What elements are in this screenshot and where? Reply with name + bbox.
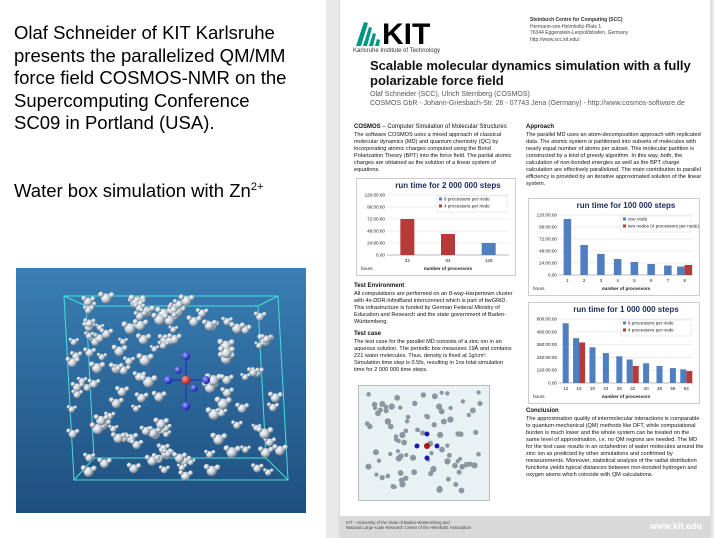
mini-water-atom: [398, 470, 404, 476]
bar: [603, 353, 609, 383]
mini-water-atom: [404, 429, 409, 434]
mini-water-atom: [415, 428, 419, 432]
mini-water-atom: [470, 408, 476, 414]
bar: [589, 347, 595, 383]
chart-title: run time for 100 000 steps: [576, 201, 676, 210]
mini-water-atom: [401, 440, 407, 446]
mini-water-atom: [429, 451, 433, 455]
slide-title-line: Supercomputing Conference: [14, 89, 250, 111]
footer-text: [346, 520, 546, 530]
scc-line: Hermann-von-Helmholtz-Platz 1: [530, 23, 602, 30]
mini-water-atom: [394, 434, 398, 438]
y-tick-label: 0.00: [548, 272, 557, 278]
mini-water-atom: [390, 484, 395, 489]
chart-title: run time for 1 000 000 steps: [573, 305, 679, 314]
bar: [685, 265, 693, 275]
y-axis-label: hours: [533, 286, 545, 291]
x-tick-label: 3: [599, 278, 603, 283]
approach-section: [526, 124, 704, 188]
chart-1000000-steps: [528, 302, 700, 404]
mini-water-atom: [378, 407, 383, 412]
mini-water-atom: [399, 432, 405, 438]
scc-address: [530, 17, 660, 43]
mini-water-atom: [388, 452, 392, 456]
cosmos-heading-name: COSMOS: [354, 124, 381, 130]
y-tick-label: 96:00:00: [367, 204, 385, 210]
slide-title: [14, 22, 314, 135]
legend-swatch: [623, 322, 626, 325]
x-axis-label: number of processors: [601, 394, 651, 399]
bar: [564, 219, 572, 275]
mini-water-atom: [406, 415, 411, 420]
x-tick-label: 1: [566, 278, 569, 283]
x-tick-label: 64: [683, 386, 689, 391]
y-tick-label: 48:00:00: [367, 228, 385, 234]
mini-water-atom: [396, 449, 400, 453]
legend-label: 4 processors per node: [628, 327, 674, 333]
scc-line: Steinbuch Centre for Computing (SCC): [530, 17, 623, 23]
y-tick-label: 600:00:00: [536, 316, 557, 322]
mini-water-atom: [476, 452, 481, 457]
x-tick-label: 20: [589, 386, 596, 391]
testenv-section: [354, 283, 514, 326]
mini-water-atom: [437, 432, 443, 438]
mini-water-atom: [457, 470, 462, 475]
x-tick-label: 8: [683, 278, 686, 283]
mini-water-atom: [394, 395, 400, 401]
cosmos-heading-rest: – Computer Simulation of Molecular Structures: [380, 124, 507, 130]
kit-subtitle: Karlsruhe Institute of Technology: [353, 48, 440, 54]
legend-label: two nodes (4 processors per node): [628, 223, 699, 229]
bar: [441, 234, 455, 255]
mini-water-atom: [471, 462, 477, 468]
mini-water-atom: [452, 463, 458, 469]
chart-svg: [357, 179, 515, 275]
x-tick-label: 6: [649, 278, 653, 283]
mini-water-atom: [380, 475, 385, 480]
legend-label: 8 processors per node: [628, 320, 674, 326]
legend-swatch: [623, 218, 626, 221]
chart-svg: [529, 303, 699, 403]
kit-logo-text: KIT: [382, 18, 431, 48]
mini-water-atom: [388, 424, 394, 430]
footer-line: KIT – University of the State of Baden-Württemberg and: [346, 520, 450, 525]
conclusion-heading: Conclusion: [526, 408, 559, 414]
bar: [633, 366, 639, 383]
y-axis-label: hours: [361, 266, 373, 271]
mini-water-molecules: [365, 390, 483, 493]
slide-title-line: SC09 in Portland (USA).: [14, 112, 215, 133]
mini-water-atom: [365, 464, 371, 470]
y-tick-label: 96:00:00: [539, 224, 557, 230]
testenv-body: All computations are performed on an 8-way-Harpertown cluster with 4x-DDR-InfiniBand interconnect which is part of bwGRiD. This infrastructure is funded by German Federal Ministry of Education and Research and the state government of Baden-Württemberg.: [354, 291, 513, 325]
kit-logo: [354, 18, 454, 48]
simulation-render: [16, 268, 306, 513]
x-axis-label: number of processors: [601, 286, 651, 291]
chart-svg: [529, 199, 699, 295]
mini-water-atom: [386, 474, 391, 479]
legend-swatch: [623, 225, 626, 228]
mini-simulation-render: [359, 386, 489, 500]
x-tick-label: 5: [633, 278, 636, 283]
mini-water-atom: [374, 473, 378, 477]
slide-subtitle: [14, 180, 263, 202]
y-tick-label: 120:00:00: [364, 192, 385, 198]
mini-zinc-cluster: [415, 432, 440, 461]
mini-water-atom: [403, 476, 408, 481]
y-tick-label: 72:00:00: [367, 216, 385, 222]
chart-2000000-steps: [356, 178, 516, 276]
y-tick-label: 0.00: [548, 380, 557, 386]
y-tick-label: 480:00:00: [536, 329, 557, 335]
scc-line: 76344 Eggenstein-Leopoldshafen, Germany: [530, 30, 629, 36]
mini-water-atom: [467, 413, 471, 417]
mini-water-atom: [447, 453, 452, 458]
bar: [616, 356, 622, 383]
bar: [643, 363, 649, 383]
cosmos-heading: [354, 124, 514, 131]
x-tick-label: 28: [616, 386, 622, 391]
cosmos-body: The software COSMOS uses a mixed approach of classical molecular dynamics (MD) and quantum chemistry (QC) by incorporating atomic charges computed using the Bond Polarization Theory (BPT) into the force field. The partial atomic charges are obtained as the solution of a linear system of equations.: [354, 132, 512, 173]
bar: [647, 264, 655, 275]
mini-water-atom: [410, 455, 416, 461]
affiliation-line: COSMOS GbR - Johann-Griesbach-Str. 26 - 07743 Jena (Germany) - http://www.cosmos-software.de: [370, 100, 685, 107]
x-tick-label: 2: [582, 278, 586, 283]
mini-water-atom: [476, 390, 480, 394]
slide-title-line: Olaf Schneider of KIT Karlsruhe: [14, 22, 275, 43]
mini-water-atom: [399, 481, 405, 487]
bar: [627, 360, 633, 383]
conclusion-body: The approximation quality of intermolecular interactions is comparable to quantum-mechanical (QM) methods like DFT, while computational burden is much lower and the whole system can be treated on the same level of approximation, i.e. no QM regions are needed. The MD for the test case results in an octahedron of water molecules around the zinc ion as predicted by other simulations and confirmed by measurements. Moreover, statistical analysis of the radial distribution functions yields typical distances between non-bonded hydrogen and oxygen atoms which coincide with QM calculations.: [526, 416, 704, 478]
bar: [677, 267, 685, 276]
x-tick-label: 32: [404, 258, 410, 263]
mini-water-atom: [437, 486, 443, 492]
mini-water-atom: [473, 430, 478, 435]
poster-authors: [370, 90, 710, 108]
y-axis-label: hours: [533, 394, 545, 399]
mini-water-atom: [385, 418, 391, 424]
mini-water-atom: [444, 458, 450, 464]
legend-label: 8 processors per node: [444, 196, 490, 202]
testcase-section: [354, 331, 514, 374]
mini-water-atom: [447, 416, 453, 422]
scc-line: http://www.scc.kit.edu/: [530, 36, 580, 43]
poster-thumbnail: [326, 0, 714, 538]
mini-water-atom: [432, 422, 437, 427]
testenv-heading: Test Environment: [354, 283, 405, 289]
bar: [400, 219, 414, 255]
y-tick-label: 48:00:00: [539, 248, 557, 254]
mini-water-atom: [428, 471, 433, 476]
conclusion-section: [526, 408, 704, 479]
poster-simulation-thumbnail: [358, 385, 490, 501]
bar: [656, 366, 662, 383]
mini-water-atom: [461, 399, 465, 403]
mini-water-atom: [412, 401, 417, 406]
y-tick-label: 72:00:00: [539, 236, 557, 242]
x-tick-label: 16: [576, 386, 582, 391]
mini-water-atom: [372, 402, 378, 408]
mini-water-atom: [456, 459, 460, 463]
x-tick-label: 32: [630, 386, 636, 391]
approach-heading: Approach: [526, 124, 555, 130]
y-tick-label: 120:00:00: [536, 212, 557, 218]
authors-line: Olaf Schneider (SCC), Ulrich Sternberg (COSMOS): [370, 91, 530, 98]
bar: [563, 323, 569, 383]
mini-water-atom: [373, 449, 379, 455]
poster-title: Scalable molecular dynamics simulation with a fully polarizable force field: [370, 58, 691, 88]
mini-water-atom: [440, 391, 444, 395]
mini-water-atom: [411, 469, 417, 475]
slide-title-line: presents the parallelized QM/MM: [14, 44, 286, 66]
bar: [482, 243, 496, 255]
mini-water-atom: [459, 488, 465, 494]
bar: [580, 245, 588, 275]
mini-water-atom: [477, 401, 482, 406]
footer-line: National Large-scale Research Center of the Helmholtz Association: [346, 525, 471, 530]
bar: [597, 254, 605, 275]
mini-water-atom: [445, 391, 449, 395]
mini-water-atom: [384, 408, 389, 413]
y-tick-label: 24:00:00: [367, 240, 385, 246]
x-tick-label: 56: [670, 386, 676, 391]
testcase-body: The test case for the parallel MD consists of a zinc ion in an aqueous solution. The periodic box measures 19Å and contains 221 water molecules. Thus, density is fixed at 1g/cm³. Simulation time step is 0.5fs, resulting in 1ns total simulation time for 2 000 000 time steps.: [354, 339, 512, 373]
legend-label: 4 processors per node: [444, 203, 490, 209]
mini-water-atom: [398, 405, 402, 409]
mini-water-atom: [389, 403, 395, 409]
bar: [573, 338, 579, 383]
mini-water-atom: [448, 406, 452, 410]
mini-water-atom: [446, 477, 451, 482]
x-tick-label: 128: [484, 258, 493, 263]
slide-title-line: force field COSMOS-NMR on the: [14, 67, 287, 88]
x-tick-label: 12: [563, 386, 569, 391]
mini-water-atom: [366, 392, 371, 397]
mini-water-atom: [398, 453, 404, 459]
legend-swatch: [439, 198, 442, 201]
bar: [664, 266, 672, 276]
chart-title: run time for 2 000 000 steps: [395, 181, 501, 190]
x-tick-label: 4: [616, 278, 619, 283]
mini-water-atom: [396, 438, 401, 443]
bar: [670, 368, 676, 383]
x-tick-label: 24: [603, 386, 609, 391]
subtitle-sup: 2+: [250, 180, 264, 193]
water-box-simulation-image: [16, 268, 306, 513]
x-tick-label: 7: [666, 278, 670, 283]
cosmos-section: [354, 124, 514, 174]
approach-body: The parallel MD uses an atom-decomposition approach with replicated data. The atomic system is partitioned into subsets of molecules with nearly equal number of atoms per subset. This molecular partition is constructed by a kind of greedy algorithm. In this way, both, the calculation of non-bonded energies as well as the BPT charge calculation are effectively parallelized. The main contribution to parallel efficiency is provided by an iterative approximated solution of the linear system.: [526, 132, 702, 187]
mini-water-atom: [432, 393, 438, 399]
mini-water-atom: [405, 419, 409, 423]
bar: [680, 369, 686, 383]
mini-water-atom: [439, 447, 445, 453]
y-tick-label: 0.00: [376, 252, 385, 258]
legend-swatch: [623, 329, 626, 332]
mini-water-atom: [458, 431, 463, 436]
mini-water-atom: [377, 459, 381, 463]
footer-url: www.kit.edu: [649, 521, 702, 531]
mini-water-atom: [367, 424, 372, 429]
y-tick-label: 240:00:00: [536, 354, 557, 360]
x-tick-label: 48: [656, 386, 663, 391]
bar: [686, 371, 692, 383]
mini-water-atom: [439, 408, 445, 414]
mini-water-atom: [421, 392, 426, 397]
chart-100000-steps: [528, 198, 700, 296]
bar: [614, 259, 622, 275]
y-tick-label: 24:00:00: [539, 260, 557, 266]
poster-footer: [340, 516, 710, 538]
bar: [631, 262, 639, 275]
mini-water-atom: [379, 401, 385, 407]
legend-swatch: [439, 205, 442, 208]
x-axis-label: number of processors: [423, 266, 473, 271]
y-tick-label: 120:00:00: [536, 367, 557, 373]
x-tick-label: 40: [643, 386, 649, 391]
x-tick-label: 64: [445, 258, 451, 263]
y-tick-label: 360:00:00: [536, 342, 557, 348]
mini-water-atom: [420, 430, 425, 435]
mini-water-atom: [441, 419, 447, 425]
legend-label: one node: [628, 216, 648, 222]
mini-water-atom: [464, 462, 470, 468]
testcase-heading: Test case: [354, 331, 381, 337]
mini-water-atom: [425, 414, 430, 419]
subtitle-text: Water box simulation with Zn: [14, 180, 251, 201]
mini-water-atom: [404, 453, 408, 457]
mini-water-atom: [445, 443, 449, 447]
mini-water-atom: [453, 482, 458, 487]
bar: [579, 342, 585, 383]
